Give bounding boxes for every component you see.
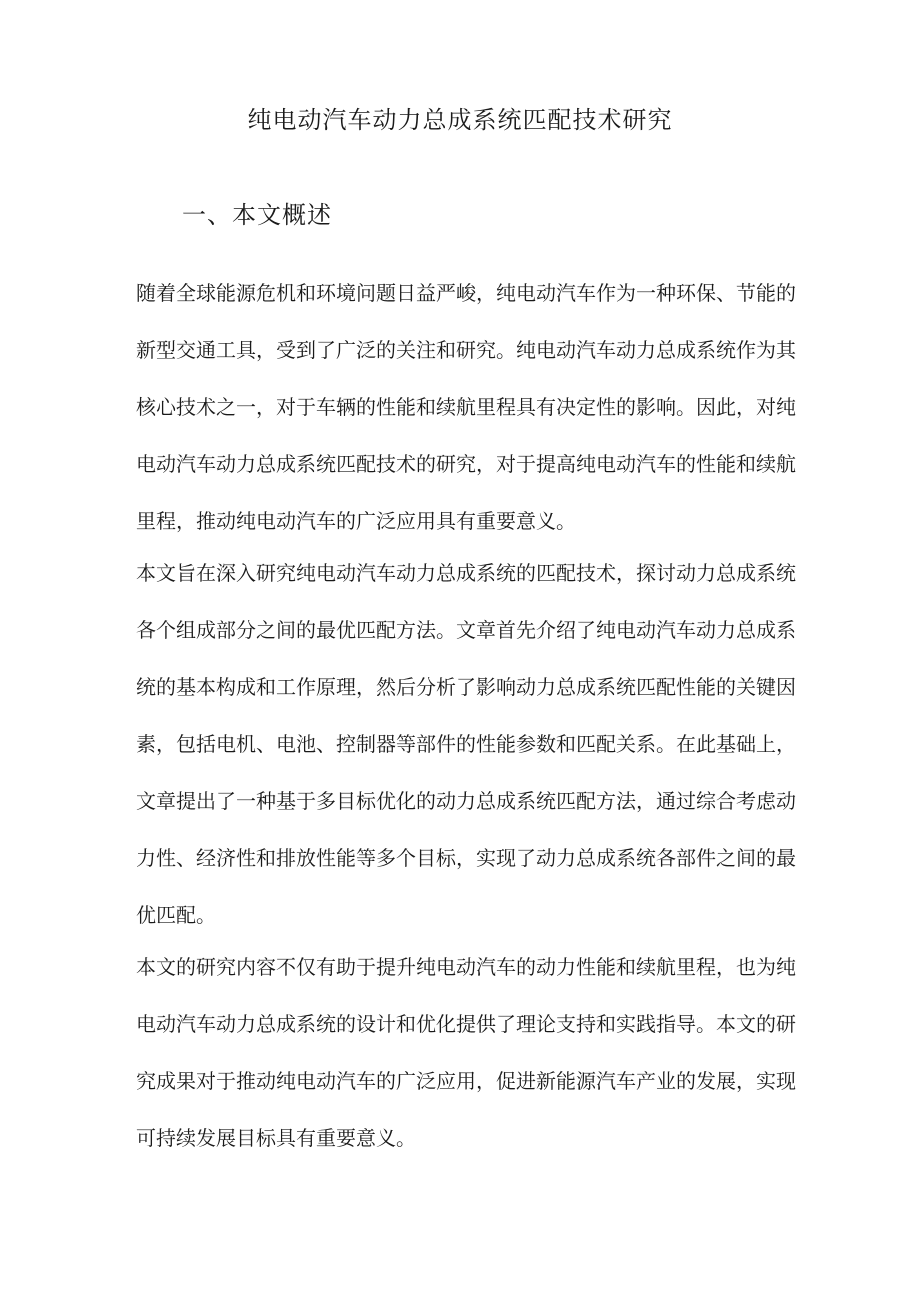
paragraph-line: 新型交通工具，受到了广泛的关注和研究。纯电动汽车动力总成系统作为其 [136, 338, 796, 362]
paragraph-line: 究成果对于推动纯电动汽车的广泛应用，促进新能源汽车产业的发展，实现 [136, 1069, 796, 1093]
paragraph-line: 本文的研究内容不仅有助于提升纯电动汽车的动力性能和续航里程，也为纯 [136, 955, 796, 979]
paragraph-line: 电动汽车动力总成系统匹配技术的研究，对于提高纯电动汽车的性能和续航 [136, 452, 796, 476]
paragraph-line: 各个组成部分之间的最优匹配方法。文章首先介绍了纯电动汽车动力总成系 [136, 618, 796, 642]
paragraph-line: 可持续发展目标具有重要意义。 [136, 1126, 416, 1150]
document-title: 纯电动汽车动力总成系统匹配技术研究 [247, 106, 673, 134]
paragraph-line: 里程，推动纯电动汽车的广泛应用具有重要意义。 [136, 509, 576, 533]
paragraph-line: 核心技术之一，对于车辆的性能和续航里程具有决定性的影响。因此，对纯 [136, 395, 796, 419]
paragraph-line: 统的基本构成和工作原理，然后分析了影响动力总成系统匹配性能的关键因 [136, 675, 796, 699]
paragraph-line: 文章提出了一种基于多目标优化的动力总成系统匹配方法，通过综合考虑动 [136, 789, 796, 813]
paragraph-line: 本文旨在深入研究纯电动汽车动力总成系统的匹配技术，探讨动力总成系统 [136, 561, 796, 585]
paragraph-line: 素，包括电机、电池、控制器等部件的性能参数和匹配关系。在此基础上， [136, 732, 796, 756]
paragraph-line: 力性、经济性和排放性能等多个目标，实现了动力总成系统各部件之间的最 [136, 846, 796, 870]
paragraph-line: 优匹配。 [136, 903, 216, 927]
paragraph-line: 电动汽车动力总成系统的设计和优化提供了理论支持和实践指导。本文的研 [136, 1012, 796, 1036]
paragraph-line: 随着全球能源危机和环境问题日益严峻，纯电动汽车作为一种环保、节能的 [136, 281, 796, 305]
section-heading: 一、本文概述 [182, 201, 332, 229]
